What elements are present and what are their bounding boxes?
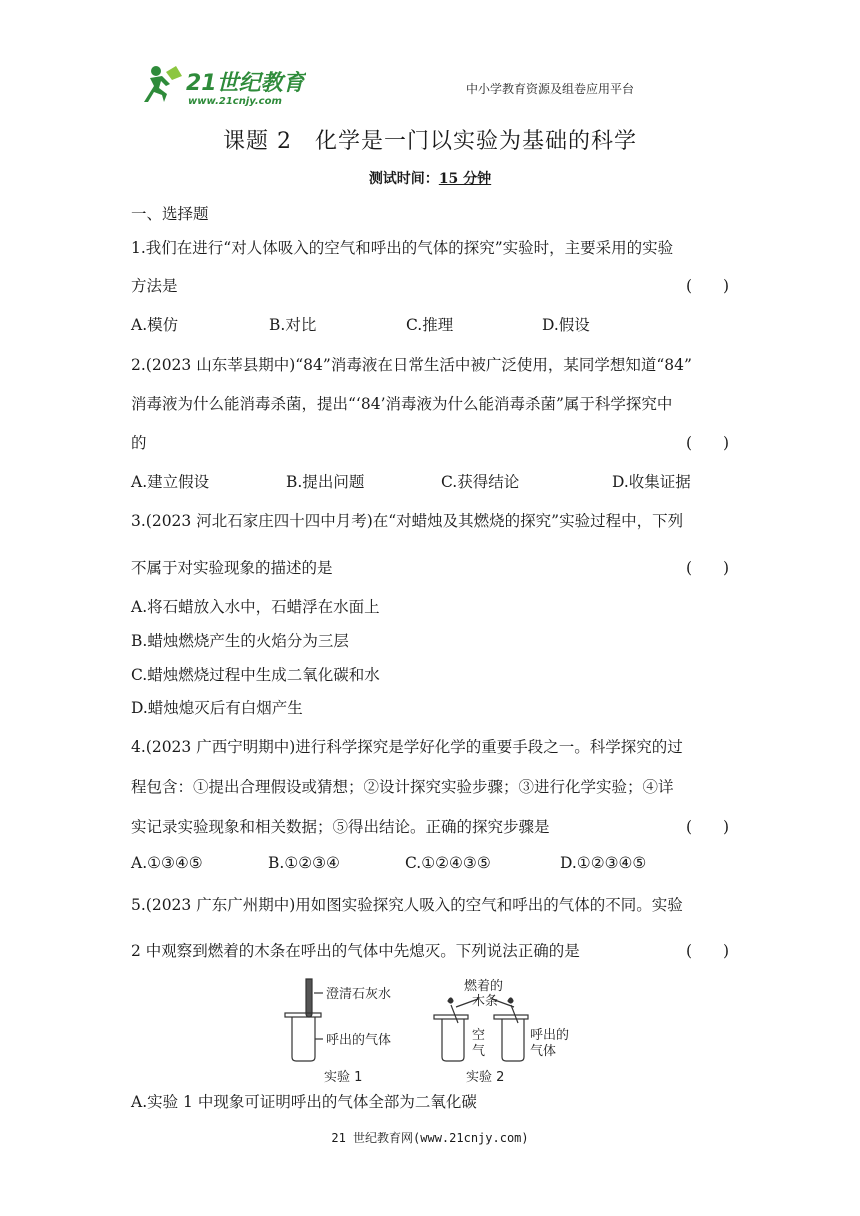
q4-option-c: C.①②④③⑤ bbox=[405, 854, 491, 872]
label-experiment-1: 实验 1 bbox=[324, 1070, 363, 1085]
experiment-1-apparatus bbox=[285, 979, 323, 1061]
platform-name: 中小学教育资源及组卷应用平台 bbox=[466, 82, 635, 96]
test-time-label: 测试时间： bbox=[368, 171, 439, 187]
label-burning-stick-2: 木条 bbox=[472, 994, 499, 1009]
q4-line1: 4.(2023 广西宁明期中)进行科学探究是学好化学的重要手段之一。科学探究的过 bbox=[131, 738, 683, 756]
q3-answer-bracket: ( ) bbox=[686, 559, 730, 577]
q5-line1: 5.(2023 广东广州期中)用如图实验探究人吸入的空气和呼出的气体的不同。实验 bbox=[131, 896, 683, 914]
q1-option-a: A.模仿 bbox=[131, 316, 179, 334]
q5-option-a: A.实验 1 中现象可证明呼出的气体全部为二氧化碳 bbox=[131, 1093, 477, 1111]
q2-line2: 消毒液为什么能消毒杀菌，提出“‘84’消毒液为什么能消毒杀菌”属于科学探究中 bbox=[131, 395, 673, 413]
label-exhaled-gas-2a: 呼出的 bbox=[530, 1028, 570, 1043]
label-limewater: 澄清石灰水 bbox=[326, 987, 392, 1002]
experiment-figure bbox=[280, 977, 600, 1089]
q3-option-d: D.蜡烛熄灭后有白烟产生 bbox=[131, 699, 303, 717]
q2-line3: 的 bbox=[131, 434, 147, 452]
q4-line3: 实记录实验现象和相关数据；⑤得出结论。正确的探究步骤是 bbox=[131, 818, 550, 836]
q2-option-a: A.建立假设 bbox=[131, 473, 210, 491]
q1-line2: 方法是 bbox=[131, 277, 178, 295]
label-experiment-2: 实验 2 bbox=[466, 1070, 505, 1085]
page-title: 课题 2 化学是一门以实验为基础的科学 bbox=[223, 129, 637, 154]
q2-option-b: B.提出问题 bbox=[286, 473, 365, 491]
q3-line1: 3.(2023 河北石家庄四十四中月考)在“对蜡烛及其燃烧的探究”实验过程中，下列 bbox=[131, 512, 684, 530]
q3-option-c: C.蜡烛燃烧过程中生成二氧化碳和水 bbox=[131, 666, 380, 684]
test-time bbox=[0, 168, 860, 188]
label-exhaled-gas-1: 呼出的气体 bbox=[326, 1033, 392, 1048]
q4-option-a: A.①③④⑤ bbox=[131, 854, 203, 872]
q4-line2: 程包含：①提出合理假设或猜想；②设计探究实验步骤；③进行化学实验；④详 bbox=[131, 778, 674, 796]
label-air-1: 空 bbox=[472, 1028, 486, 1043]
test-time-value: 15 分钟 bbox=[438, 171, 492, 187]
q1-option-d: D.假设 bbox=[542, 316, 590, 334]
label-burning-stick-1: 燃着的 bbox=[464, 979, 504, 994]
q4-option-d: D.①②③④⑤ bbox=[560, 854, 647, 872]
q5-line2: 2 中观察到燃着的木条在呼出的气体中先熄灭。下列说法正确的是 bbox=[131, 942, 580, 960]
site-logo bbox=[136, 62, 306, 108]
q2-option-d: D.收集证据 bbox=[612, 473, 691, 491]
q1-option-c: C.推理 bbox=[406, 316, 454, 334]
label-exhaled-gas-2b: 气体 bbox=[530, 1044, 557, 1059]
q4-answer-bracket: ( ) bbox=[686, 818, 730, 836]
q4-option-b: B.①②③④ bbox=[268, 854, 340, 872]
q3-line2: 不属于对实验现象的描述的是 bbox=[131, 559, 333, 577]
logo-text: 21世纪教育 bbox=[186, 71, 305, 96]
runner-icon bbox=[144, 66, 182, 102]
section-heading: 一、选择题 bbox=[131, 205, 209, 223]
q3-option-a: A.将石蜡放入水中，石蜡浮在水面上 bbox=[131, 598, 380, 616]
label-air-2: 气 bbox=[472, 1044, 486, 1059]
q2-line1: 2.(2023 山东莘县期中)“84”消毒液在日常生活中被广泛使用，某同学想知道“84” bbox=[131, 356, 692, 374]
logo-url: www.21cnjy.com bbox=[188, 96, 282, 107]
q1-answer-bracket: ( ) bbox=[686, 277, 730, 295]
q3-option-b: B.蜡烛燃烧产生的火焰分为三层 bbox=[131, 632, 349, 650]
q1-option-b: B.对比 bbox=[269, 316, 317, 334]
q2-answer-bracket: ( ) bbox=[686, 434, 730, 452]
page-footer: 21 世纪教育网(www.21cnjy.com) bbox=[331, 1131, 529, 1145]
q5-answer-bracket: ( ) bbox=[686, 942, 730, 960]
q2-option-c: C.获得结论 bbox=[441, 473, 520, 491]
q1-line1: 1.我们在进行“对人体吸入的空气和呼出的气体的探究”实验时，主要采用的实验 bbox=[131, 239, 674, 257]
